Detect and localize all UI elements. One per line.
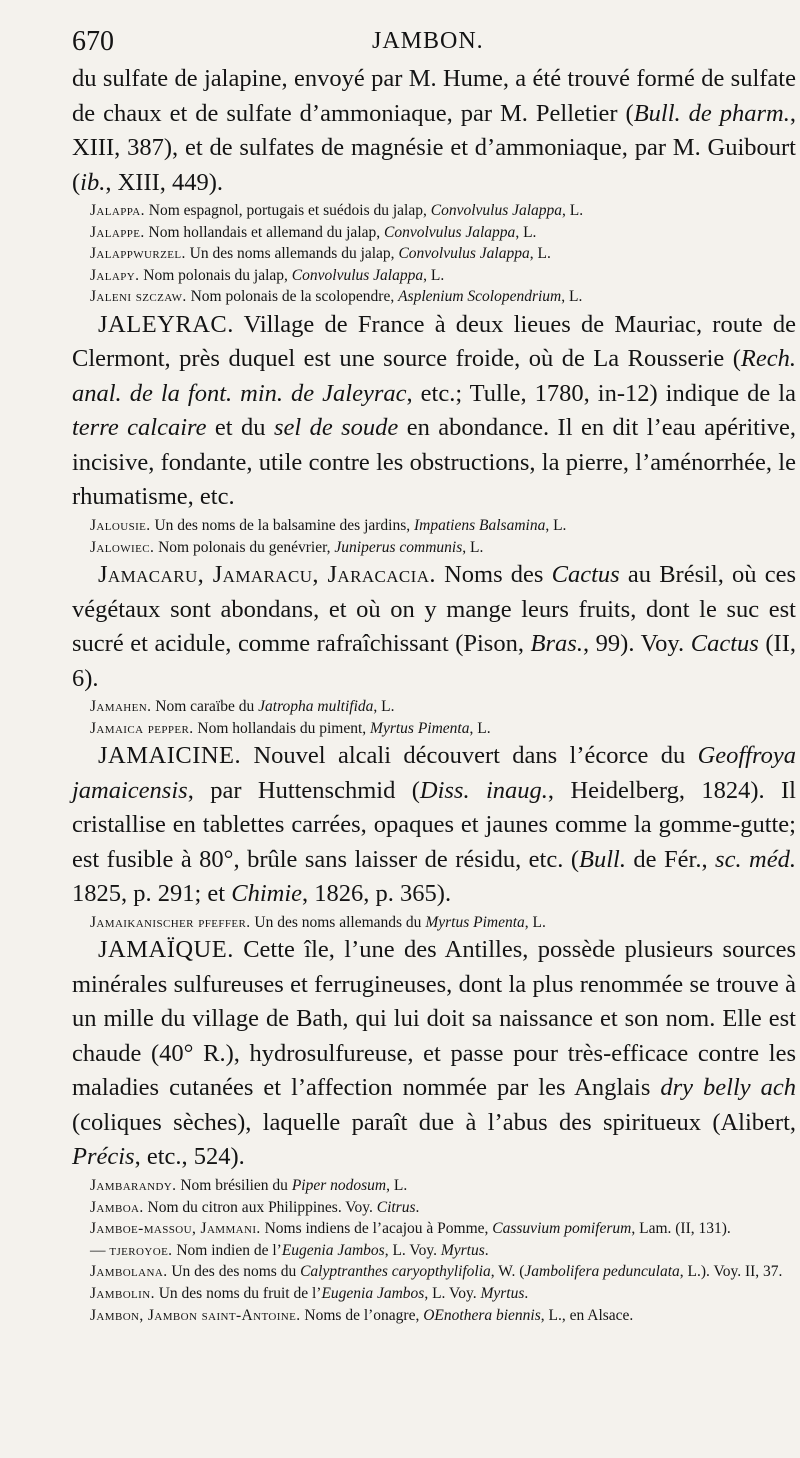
italic-text: Myrtus xyxy=(480,1284,525,1302)
entry-term: Jamaica pepper. xyxy=(90,719,194,737)
italic-text: Convolvulus Jalappa xyxy=(398,245,530,263)
entry-text: au Brésil, où ces végétaux sont abondans, et où on y mange leurs fruits, dont le suc est sucré et acidule, comme rafraîchissant (Pison, xyxy=(72,561,796,658)
italic-text: Myrtus Pimenta xyxy=(425,913,525,931)
dictionary-entry xyxy=(72,739,796,912)
entry-headword: JAMAÏQUE. xyxy=(98,936,234,964)
entry-term: Jalappe. xyxy=(90,223,145,241)
dictionary-entry xyxy=(72,558,796,696)
entry-text: , Lam. (II, 131). xyxy=(631,1220,731,1238)
entry-text: . xyxy=(524,1284,529,1302)
italic-text: Bull. xyxy=(578,845,626,873)
entry-text: (II, 6). xyxy=(72,630,796,692)
italic-text: Impatiens Balsamina xyxy=(414,516,546,534)
short-entry xyxy=(72,718,796,740)
italic-text: Calyptranthes caryopthylifolia xyxy=(300,1263,491,1281)
entry-text: , L. xyxy=(545,516,567,534)
italic-text: dry belly ach xyxy=(660,1074,796,1102)
entry-text: du sulfate de jalapine, envoyé par M. Hume, a été trouvé formé de sulfate de chaux et de sulfate d’ammoniaque, par M. Pelletier ( xyxy=(72,65,796,127)
dictionary-entry xyxy=(72,62,796,200)
italic-text: OEnothera biennis xyxy=(423,1306,541,1324)
short-entry xyxy=(72,200,796,222)
short-entry xyxy=(72,1175,796,1197)
entry-term: Jalapy. xyxy=(90,266,140,284)
entry-text: . xyxy=(484,1241,489,1259)
entry-text: , etc.; Tulle, 1780, in-12) indique de la xyxy=(406,379,796,407)
entry-text: , L. xyxy=(562,202,584,219)
entry-text: Nom brésilien du xyxy=(176,1176,292,1194)
italic-text: Jambolifera pedunculata xyxy=(524,1263,680,1281)
short-entry xyxy=(72,912,796,934)
italic-text: ib. xyxy=(80,168,106,196)
italic-text: Bull. de pharm. xyxy=(633,99,790,127)
italic-text: Asplenium Scolopendrium xyxy=(398,288,562,306)
dictionary-entry xyxy=(72,308,796,515)
entry-term: tjeroyoe. xyxy=(109,1241,173,1259)
entry-text: (coliques sèches), laquelle paraît due à l’abus des spiritueux (Alibert, xyxy=(72,1108,796,1136)
short-entry xyxy=(72,696,796,718)
running-head: JAMBON. xyxy=(372,28,484,54)
entry-term: Jalowiec. xyxy=(90,538,155,556)
entry-text: , L. xyxy=(423,266,445,284)
entry-term: Jambarandy. xyxy=(90,1176,177,1194)
entry-text: , 1826, p. 365). xyxy=(302,880,452,908)
entry-text: , L. xyxy=(462,538,484,556)
italic-text: sc. méd. xyxy=(715,845,796,873)
short-entry xyxy=(72,222,796,244)
short-entry xyxy=(72,1283,796,1305)
entry-text: Nom espagnol, portugais et suédois du jalap, xyxy=(144,202,431,219)
italic-text: Rech. anal. de la font. min. de Jaleyrac xyxy=(72,345,796,407)
entry-term: Jalappa. xyxy=(90,202,145,219)
entry-text: , L. xyxy=(373,698,395,716)
entry-text: , L. xyxy=(469,719,491,737)
italic-text: Cactus xyxy=(551,561,620,589)
entry-text: Un des noms du fruit de l’ xyxy=(154,1284,322,1302)
entry-text: , L. Voy. xyxy=(384,1241,441,1259)
short-entry xyxy=(72,1218,796,1240)
entry-text: , Heidelberg, 1824). Il cristallise en tablettes carrées, opaques et jaunes comme la gomme-gutte; est fusible à 80°, brûle sans laisser de résidu, etc. ( xyxy=(72,776,796,873)
entry-text: Village de France à deux lieues de Mauriac, route de Clermont, près duquel est une source froide, où de La Rousserie ( xyxy=(72,310,796,373)
entry-text: Un des noms allemands du jalap, xyxy=(185,245,399,263)
entry-text: Un des des noms du xyxy=(167,1263,301,1281)
entry-term: Jalousie. xyxy=(90,516,151,534)
short-entry xyxy=(72,537,796,559)
entry-text: , par Huttenschmid ( xyxy=(187,776,420,804)
entry-text: Noms des xyxy=(435,561,552,589)
italic-text: Cactus xyxy=(690,630,759,658)
entry-headword: JALEYRAC. xyxy=(98,310,234,338)
entry-text: , 99). Voy. xyxy=(582,630,691,658)
italic-text: Diss. inaug. xyxy=(419,776,548,804)
italic-text: Eugenia Jambos xyxy=(321,1284,425,1302)
italic-text: Convolvulus Jalappa xyxy=(430,202,563,219)
entry-text: , L. xyxy=(529,245,551,263)
entry-text: Noms de l’onagre, xyxy=(300,1306,424,1324)
italic-text: Jatropha multifida xyxy=(258,698,374,716)
italic-text: Myrtus xyxy=(440,1241,485,1259)
entry-text: Noms indiens de l’acajou à Pomme, xyxy=(260,1220,493,1238)
short-entry xyxy=(72,286,796,308)
italic-text: sel de soude xyxy=(273,414,399,442)
entry-text: Nom indien de l’ xyxy=(172,1241,282,1259)
italic-text: Bras. xyxy=(530,630,583,658)
entry-text: et du xyxy=(206,414,274,442)
italic-text: Myrtus Pimenta xyxy=(370,719,470,737)
entry-text: Nom hollandais et allemand du jalap, xyxy=(144,223,384,241)
short-entry xyxy=(72,1261,796,1283)
entry-text: , W. ( xyxy=(490,1263,525,1281)
short-entry xyxy=(72,1197,796,1219)
short-entry xyxy=(72,515,796,537)
entry-text: , L., en Alsace. xyxy=(540,1306,634,1324)
entry-text: , XIII, 449). xyxy=(105,168,224,196)
entry-text: en abondance. Il en dit l’eau apéritive, incisive, fondante, utile contre les obstructions, la pierre, l’aménorrhée, le rhumatisme, etc. xyxy=(72,414,796,511)
entry-term: Jambolin. xyxy=(90,1284,155,1302)
entry-term: Jambolana. xyxy=(90,1263,168,1281)
page-number: 670 xyxy=(72,26,114,57)
entry-text: , L. xyxy=(515,223,537,241)
entry-term: Jamboa. xyxy=(90,1198,144,1216)
entry-text: Un des noms allemands du xyxy=(250,913,426,931)
entry-text: — xyxy=(90,1241,110,1259)
short-entry xyxy=(72,243,796,265)
entry-text: Nom caraïbe du xyxy=(151,698,259,716)
italic-text: Geoffroya jamaicensis xyxy=(72,742,796,804)
italic-text: Piper nodosum xyxy=(291,1176,387,1194)
entry-text: Cette île, l’une des Antilles, possède plusieurs sources minérales sulfureuses et ferrugineuses, dont la plus renommée se trouve à un mille du village de Bath, qui lui doit sa naissance et son nom. Elle est chaude (40° R.), hydrosulfureuse, et passe pour très-efficace contre les maladies cutanées et l’affection nommée par les Anglais xyxy=(72,936,796,1102)
entry-term: Jamboe-massou, Jammani. xyxy=(90,1220,261,1238)
italic-text: Convolvulus Jalappa xyxy=(291,266,424,284)
entry-text: Nom polonais du genévrier, xyxy=(154,538,335,556)
entry-text: Nouvel alcali découvert dans l’écorce du xyxy=(241,742,698,770)
entry-text: , L. xyxy=(386,1176,408,1194)
entry-term: Jamahen. xyxy=(90,698,152,716)
entry-term: Jamacaru, Jamaracu, Jaracacia. xyxy=(98,561,436,589)
italic-text: Chimie xyxy=(231,880,303,908)
entry-text: , L. xyxy=(561,288,583,306)
entry-term: Jaleni szczaw. xyxy=(90,288,187,306)
entry-text: , L.). Voy. II, 37. xyxy=(679,1263,783,1281)
page-header xyxy=(72,26,796,62)
short-entry xyxy=(72,265,796,287)
entry-text: , XIII, 387), et de sulfates de magnésie et d’ammoniaque, par M. Guibourt ( xyxy=(72,99,797,196)
page-body xyxy=(72,62,796,1326)
entry-term: Jamaikanischer pfeffer. xyxy=(90,913,251,931)
dictionary-entry xyxy=(72,933,796,1175)
entry-text: , etc., 524). xyxy=(134,1143,245,1171)
short-entry xyxy=(72,1240,796,1262)
entry-text: de Fér., xyxy=(625,845,716,873)
short-entry xyxy=(72,1305,796,1327)
italic-text: Convolvulus Jalappa xyxy=(384,223,516,241)
entry-term: Jambon, Jambon saint-Antoine. xyxy=(90,1306,301,1324)
italic-text: Cassuvium pomiferum xyxy=(492,1220,632,1238)
italic-text: terre calcaire xyxy=(72,414,207,442)
entry-text: Nom hollandais du piment, xyxy=(193,719,371,737)
entry-text: Un des noms de la balsamine des jardins, xyxy=(150,516,415,534)
entry-text: . xyxy=(415,1198,420,1216)
entry-term: Jalappwurzel. xyxy=(90,245,186,263)
entry-text: , L. xyxy=(524,913,546,931)
entry-text: Nom polonais de la scolopendre, xyxy=(186,288,399,306)
entry-text: Nom polonais du jalap, xyxy=(139,266,292,284)
entry-text: 1825, p. 291; et xyxy=(72,880,232,908)
entry-headword: JAMAICINE. xyxy=(98,742,242,770)
italic-text: Précis xyxy=(72,1143,135,1171)
entry-text: Nom du citron aux Philippines. Voy. xyxy=(143,1198,377,1216)
entry-text: , L. Voy. xyxy=(424,1284,481,1302)
italic-text: Juniperus communis xyxy=(334,538,463,556)
italic-text: Eugenia Jambos xyxy=(281,1241,385,1259)
italic-text: Citrus xyxy=(376,1198,416,1216)
